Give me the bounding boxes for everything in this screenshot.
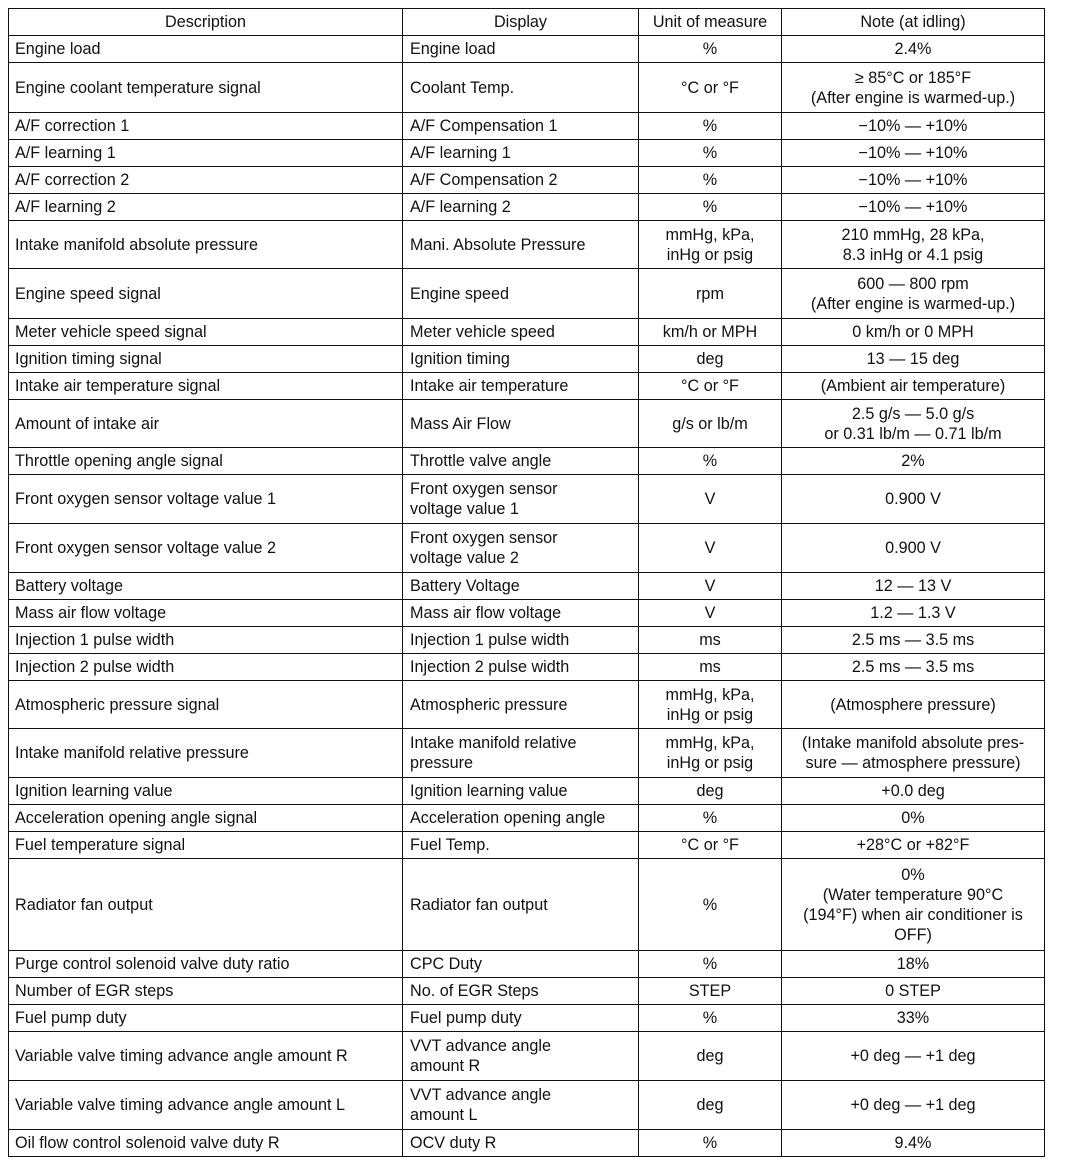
- cell-unit: ms: [639, 654, 782, 681]
- spec-table: [8, 8, 1045, 1157]
- cell-description: Front oxygen sensor voltage value 1: [9, 475, 403, 524]
- table-row: [9, 600, 1045, 627]
- cell-description: Fuel pump duty: [9, 1005, 403, 1032]
- table-row: [9, 1005, 1045, 1032]
- cell-description: Meter vehicle speed signal: [9, 319, 403, 346]
- cell-unit: °C or °F: [639, 373, 782, 400]
- table-row: [9, 573, 1045, 600]
- cell-display: A/F Compensation 1: [403, 113, 639, 140]
- table-row: [9, 167, 1045, 194]
- table-row: [9, 448, 1045, 475]
- cell-display: Intake air temperature: [403, 373, 639, 400]
- cell-description: Amount of intake air: [9, 400, 403, 448]
- cell-unit: g/s or lb/m: [639, 400, 782, 448]
- cell-unit: ms: [639, 627, 782, 654]
- header-note: Note (at idling): [782, 9, 1045, 36]
- table-row: [9, 627, 1045, 654]
- cell-description: Variable valve timing advance angle amount L: [9, 1081, 403, 1130]
- cell-display: Battery Voltage: [403, 573, 639, 600]
- cell-description: A/F correction 1: [9, 113, 403, 140]
- table-body: [9, 36, 1045, 1157]
- cell-note: +0 deg — +1 deg: [782, 1081, 1045, 1130]
- cell-note: 2.4%: [782, 36, 1045, 63]
- cell-note: 13 — 15 deg: [782, 346, 1045, 373]
- cell-display: Atmospheric pressure: [403, 681, 639, 729]
- cell-unit: V: [639, 475, 782, 524]
- cell-display: Injection 2 pulse width: [403, 654, 639, 681]
- cell-display: Ignition learning value: [403, 778, 639, 805]
- cell-unit: %: [639, 448, 782, 475]
- cell-description: Engine speed signal: [9, 269, 403, 319]
- cell-display: Front oxygen sensor voltage value 2: [403, 524, 639, 573]
- cell-note: 0 km/h or 0 MPH: [782, 319, 1045, 346]
- cell-display: Throttle valve angle: [403, 448, 639, 475]
- cell-display: VVT advance angle amount L: [403, 1081, 639, 1130]
- cell-description: Ignition learning value: [9, 778, 403, 805]
- cell-unit: km/h or MPH: [639, 319, 782, 346]
- cell-description: A/F learning 1: [9, 140, 403, 167]
- cell-display: Radiator fan output: [403, 859, 639, 951]
- table-row: [9, 778, 1045, 805]
- cell-description: Ignition timing signal: [9, 346, 403, 373]
- cell-description: Acceleration opening angle signal: [9, 805, 403, 832]
- table-row: [9, 140, 1045, 167]
- cell-unit: °C or °F: [639, 832, 782, 859]
- table-row: [9, 194, 1045, 221]
- cell-unit: °C or °F: [639, 63, 782, 113]
- cell-note: +0.0 deg: [782, 778, 1045, 805]
- cell-note: 33%: [782, 1005, 1045, 1032]
- cell-note: 18%: [782, 951, 1045, 978]
- cell-unit: STEP: [639, 978, 782, 1005]
- table-row: [9, 832, 1045, 859]
- table-row: [9, 319, 1045, 346]
- table-row: [9, 654, 1045, 681]
- cell-description: Battery voltage: [9, 573, 403, 600]
- cell-note: 600 — 800 rpm (After engine is warmed-up.): [782, 269, 1045, 319]
- table-row: [9, 1081, 1045, 1130]
- cell-display: Acceleration opening angle: [403, 805, 639, 832]
- cell-unit: deg: [639, 1032, 782, 1081]
- cell-display: Ignition timing: [403, 346, 639, 373]
- cell-display: A/F Compensation 2: [403, 167, 639, 194]
- cell-description: Injection 2 pulse width: [9, 654, 403, 681]
- cell-note: ≥ 85°C or 185°F (After engine is warmed-up.): [782, 63, 1045, 113]
- cell-note: 0% (Water temperature 90°C (194°F) when air conditioner is OFF): [782, 859, 1045, 951]
- cell-display: No. of EGR Steps: [403, 978, 639, 1005]
- cell-display: Mass air flow voltage: [403, 600, 639, 627]
- cell-unit: %: [639, 951, 782, 978]
- cell-note: 9.4%: [782, 1130, 1045, 1157]
- table-row: [9, 221, 1045, 269]
- cell-unit: %: [639, 1005, 782, 1032]
- cell-unit: %: [639, 167, 782, 194]
- table-row: [9, 1032, 1045, 1081]
- cell-display: A/F learning 1: [403, 140, 639, 167]
- cell-description: Oil flow control solenoid valve duty R: [9, 1130, 403, 1157]
- cell-description: A/F learning 2: [9, 194, 403, 221]
- cell-unit: %: [639, 859, 782, 951]
- cell-note: 0.900 V: [782, 475, 1045, 524]
- table-row: [9, 113, 1045, 140]
- cell-unit: %: [639, 805, 782, 832]
- cell-description: Variable valve timing advance angle amount R: [9, 1032, 403, 1081]
- cell-description: Throttle opening angle signal: [9, 448, 403, 475]
- cell-unit: rpm: [639, 269, 782, 319]
- cell-description: Mass air flow voltage: [9, 600, 403, 627]
- table-row: [9, 951, 1045, 978]
- cell-description: Intake manifold absolute pressure: [9, 221, 403, 269]
- cell-description: Front oxygen sensor voltage value 2: [9, 524, 403, 573]
- cell-note: (Ambient air temperature): [782, 373, 1045, 400]
- table-header: [9, 9, 1045, 36]
- cell-unit: mmHg, kPa, inHg or psig: [639, 681, 782, 729]
- cell-note: 12 — 13 V: [782, 573, 1045, 600]
- cell-unit: V: [639, 600, 782, 627]
- cell-note: +28°C or +82°F: [782, 832, 1045, 859]
- cell-unit: deg: [639, 346, 782, 373]
- cell-unit: V: [639, 573, 782, 600]
- cell-description: Engine load: [9, 36, 403, 63]
- table-row: [9, 524, 1045, 573]
- cell-note: 1.2 — 1.3 V: [782, 600, 1045, 627]
- table-row: [9, 859, 1045, 951]
- cell-display: Fuel pump duty: [403, 1005, 639, 1032]
- cell-display: Injection 1 pulse width: [403, 627, 639, 654]
- table-row: [9, 36, 1045, 63]
- cell-display: Engine speed: [403, 269, 639, 319]
- table-row: [9, 681, 1045, 729]
- cell-note: 2.5 ms — 3.5 ms: [782, 654, 1045, 681]
- cell-note: −10% — +10%: [782, 113, 1045, 140]
- cell-note: −10% — +10%: [782, 140, 1045, 167]
- cell-display: Mani. Absolute Pressure: [403, 221, 639, 269]
- cell-unit: V: [639, 524, 782, 573]
- table-row: [9, 1130, 1045, 1157]
- cell-description: Purge control solenoid valve duty ratio: [9, 951, 403, 978]
- cell-unit: %: [639, 36, 782, 63]
- cell-display: Mass Air Flow: [403, 400, 639, 448]
- cell-note: 2.5 ms — 3.5 ms: [782, 627, 1045, 654]
- header-unit: Unit of measure: [639, 9, 782, 36]
- cell-note: −10% — +10%: [782, 167, 1045, 194]
- cell-unit: %: [639, 194, 782, 221]
- header-display: Display: [403, 9, 639, 36]
- cell-note: 0 STEP: [782, 978, 1045, 1005]
- cell-display: A/F learning 2: [403, 194, 639, 221]
- table-row: [9, 729, 1045, 778]
- cell-display: CPC Duty: [403, 951, 639, 978]
- cell-description: A/F correction 2: [9, 167, 403, 194]
- cell-description: Fuel temperature signal: [9, 832, 403, 859]
- cell-note: −10% — +10%: [782, 194, 1045, 221]
- cell-note: 2%: [782, 448, 1045, 475]
- cell-description: Intake manifold relative pressure: [9, 729, 403, 778]
- cell-unit: deg: [639, 1081, 782, 1130]
- table-row: [9, 269, 1045, 319]
- cell-description: Atmospheric pressure signal: [9, 681, 403, 729]
- table-row: [9, 978, 1045, 1005]
- cell-display: OCV duty R: [403, 1130, 639, 1157]
- cell-unit: %: [639, 140, 782, 167]
- cell-unit: mmHg, kPa, inHg or psig: [639, 221, 782, 269]
- cell-description: Engine coolant temperature signal: [9, 63, 403, 113]
- cell-note: 210 mmHg, 28 kPa, 8.3 inHg or 4.1 psig: [782, 221, 1045, 269]
- cell-note: (Atmosphere pressure): [782, 681, 1045, 729]
- cell-note: 0.900 V: [782, 524, 1045, 573]
- cell-description: Number of EGR steps: [9, 978, 403, 1005]
- table-row: [9, 346, 1045, 373]
- cell-unit: mmHg, kPa, inHg or psig: [639, 729, 782, 778]
- cell-description: Radiator fan output: [9, 859, 403, 951]
- cell-description: Injection 1 pulse width: [9, 627, 403, 654]
- cell-display: Meter vehicle speed: [403, 319, 639, 346]
- cell-unit: %: [639, 1130, 782, 1157]
- cell-display: Front oxygen sensor voltage value 1: [403, 475, 639, 524]
- cell-display: Intake manifold relative pressure: [403, 729, 639, 778]
- cell-note: (Intake manifold absolute pres- sure — atmosphere pressure): [782, 729, 1045, 778]
- cell-note: +0 deg — +1 deg: [782, 1032, 1045, 1081]
- cell-unit: deg: [639, 778, 782, 805]
- table-row: [9, 373, 1045, 400]
- header-description: Description: [9, 9, 403, 36]
- cell-display: Engine load: [403, 36, 639, 63]
- header-row: [9, 9, 1045, 36]
- table-row: [9, 63, 1045, 113]
- table-row: [9, 805, 1045, 832]
- table-row: [9, 400, 1045, 448]
- cell-description: Intake air temperature signal: [9, 373, 403, 400]
- cell-note: 0%: [782, 805, 1045, 832]
- cell-display: Fuel Temp.: [403, 832, 639, 859]
- table-row: [9, 475, 1045, 524]
- cell-note: 2.5 g/s — 5.0 g/s or 0.31 lb/m — 0.71 lb/m: [782, 400, 1045, 448]
- cell-unit: %: [639, 113, 782, 140]
- cell-display: VVT advance angle amount R: [403, 1032, 639, 1081]
- cell-display: Coolant Temp.: [403, 63, 639, 113]
